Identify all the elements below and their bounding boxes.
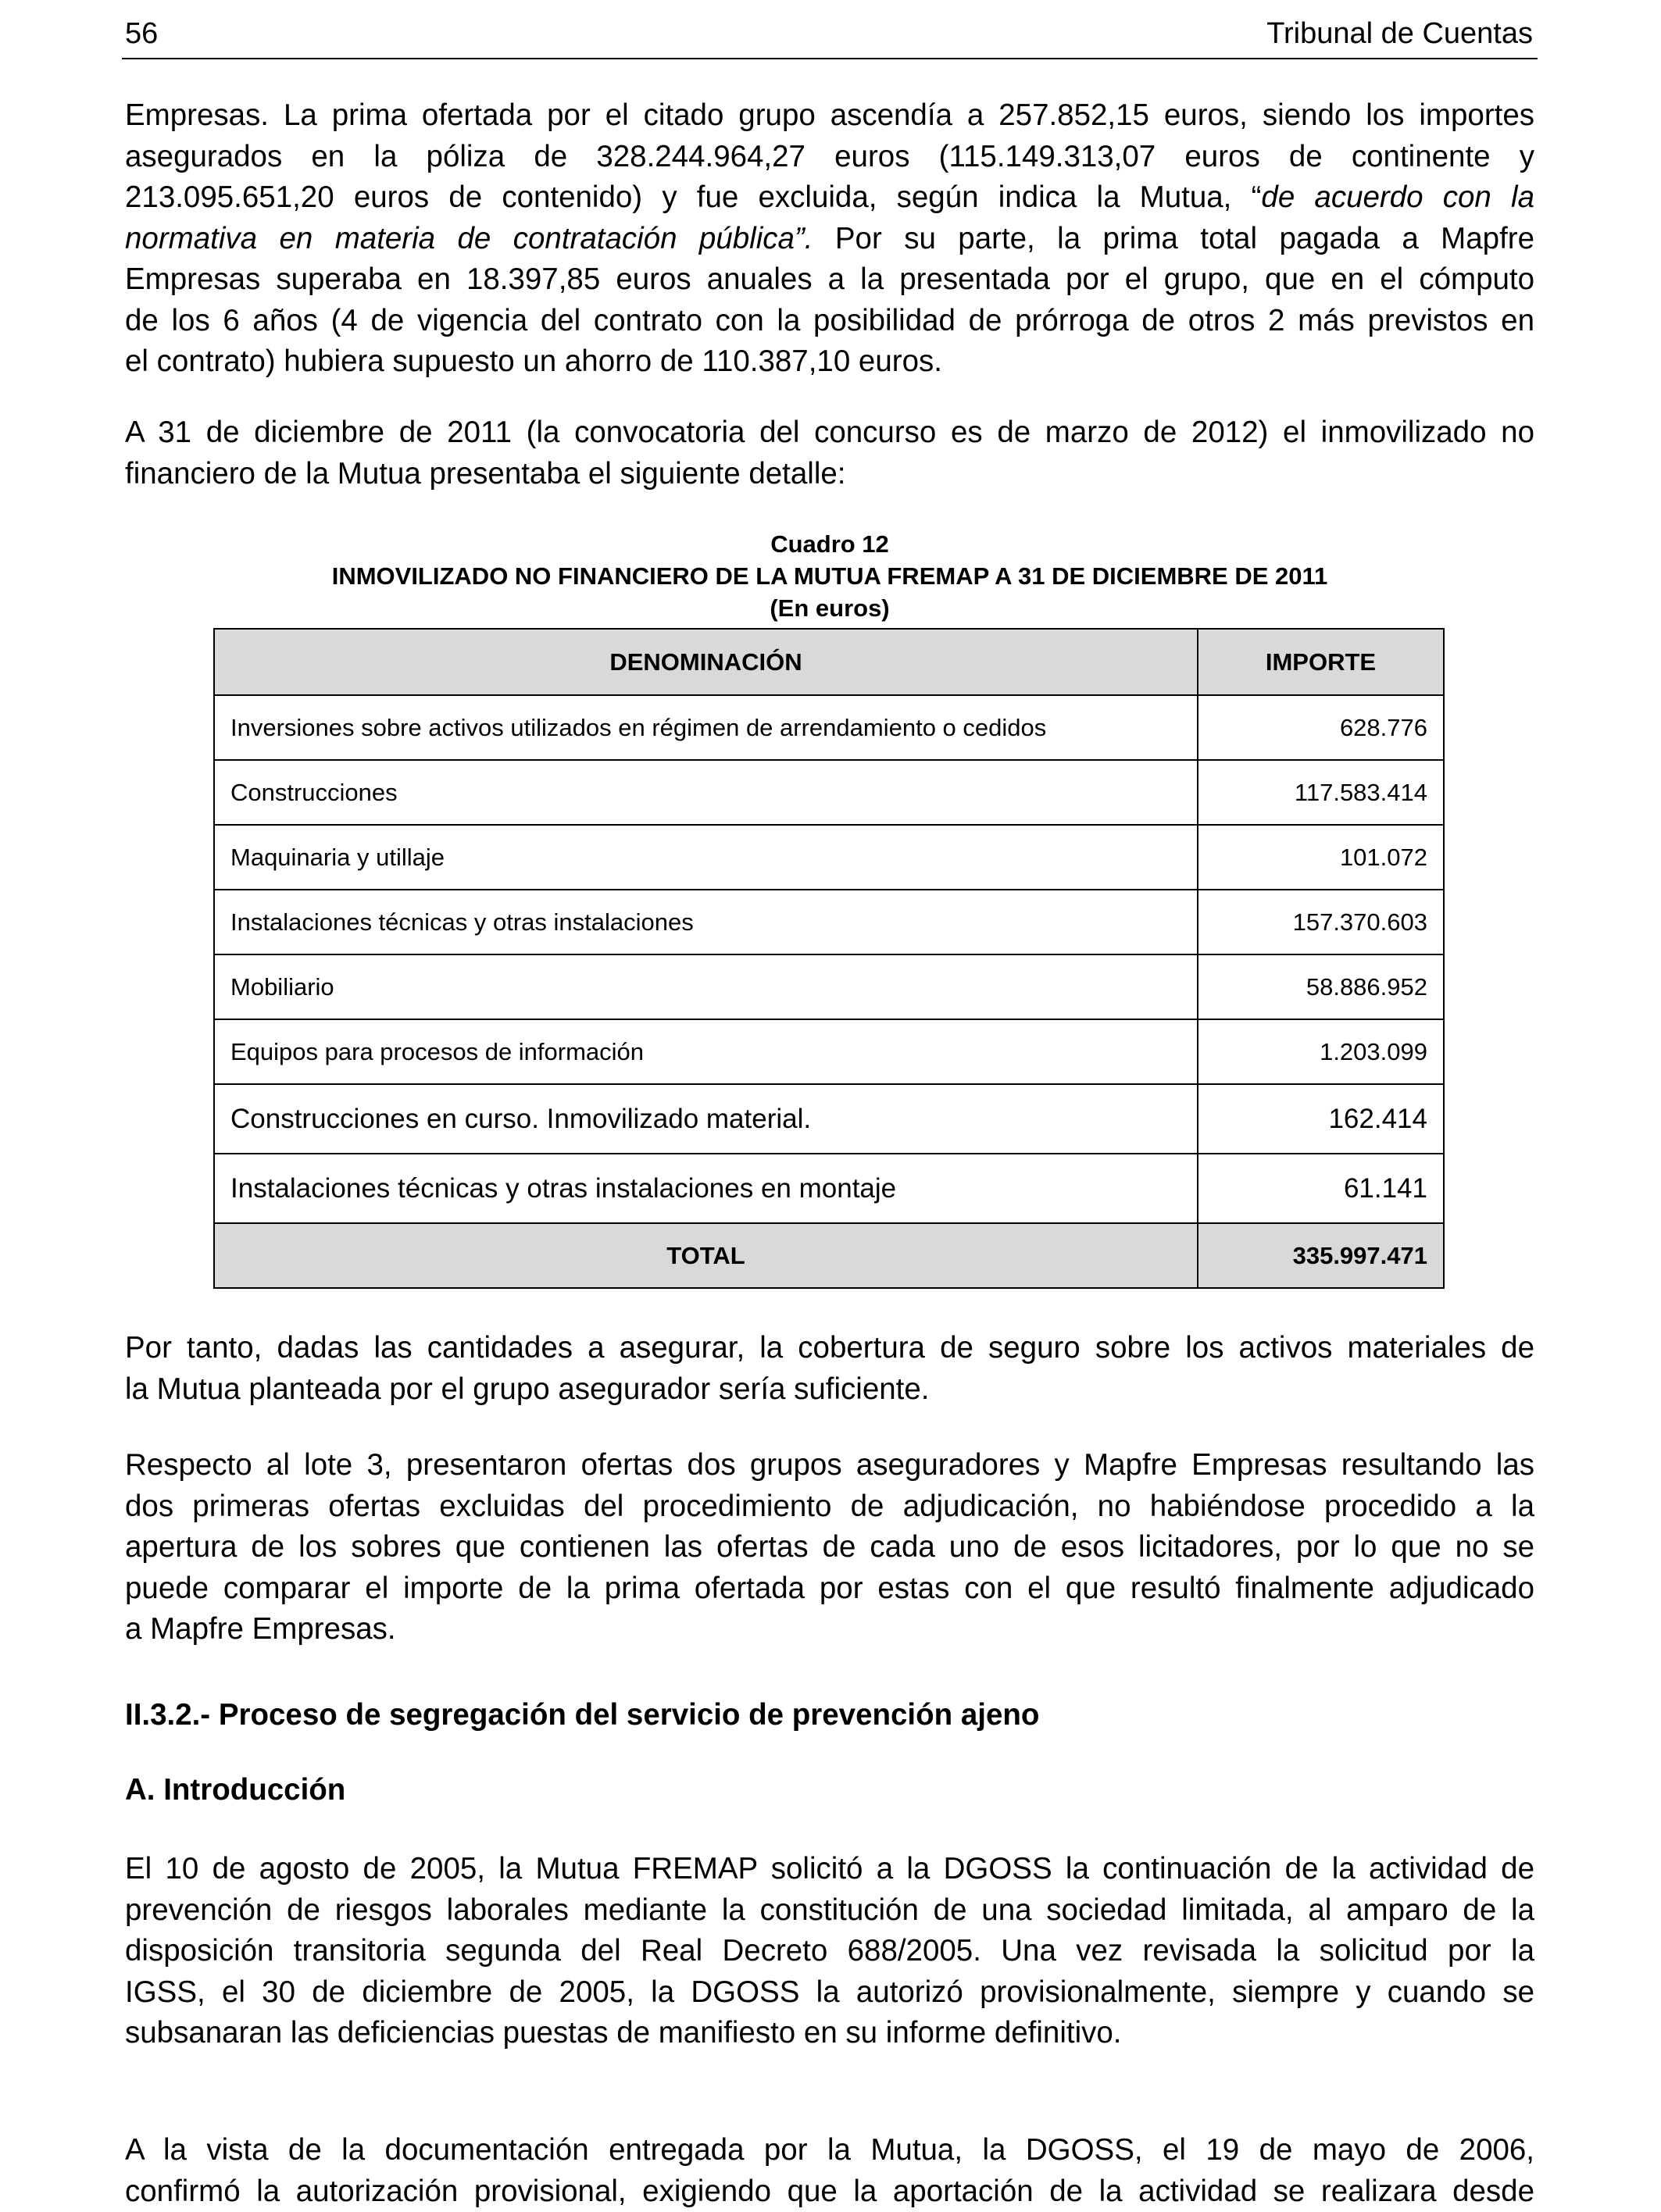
row-label: Inversiones sobre activos utilizados en régimen de arrendamiento o cedidos — [214, 695, 1198, 760]
row-label: Construcciones — [214, 760, 1198, 825]
row-label: Instalaciones técnicas y otras instalaciones en montaje — [214, 1154, 1198, 1223]
table-row — [214, 954, 1444, 1019]
text-line: A la vista de la documentación entregada por la Mutua, la DGOSS, el 19 de mayo de 2006, — [125, 2130, 1534, 2171]
text-line: el contrato) hubiera supuesto un ahorro de 110.387,10 euros. — [125, 341, 1534, 383]
text-line: disposición transitoria segunda del Real Decreto 688/2005. Una vez revisada la solicitud por la — [125, 1931, 1534, 1972]
text-line: confirmó la autorización provisional, exigiendo que la aportación de la actividad se realizara desde — [125, 2171, 1534, 2212]
table-total-row — [214, 1223, 1444, 1288]
text-line: A 31 de diciembre de 2011 (la convocatoria del concurso es de marzo de 2012) el inmovilizado no — [125, 412, 1534, 454]
table-row — [214, 760, 1444, 825]
section-heading: II.3.2.- Proceso de segregación del servicio de prevención ajeno — [125, 1698, 1039, 1732]
column-header-denominacion: DENOMINACIÓN — [214, 629, 1198, 695]
subsection-heading: A. Introducción — [125, 1773, 345, 1807]
text-run: Por su parte, la prima total pagada a Mapfre — [813, 222, 1534, 255]
text-line: de los 6 años (4 de vigencia del contrato con la posibilidad de prórroga de otros 2 más previstos en — [125, 301, 1534, 342]
text-line: subsanaran las deficiencias puestas de manifiesto en su informe definitivo. — [125, 2013, 1534, 2054]
row-amount: 157.370.603 — [1198, 890, 1444, 954]
row-label: Equipos para procesos de información — [214, 1019, 1198, 1084]
row-amount: 117.583.414 — [1198, 760, 1444, 825]
table-row — [214, 1019, 1444, 1084]
total-label: TOTAL — [214, 1223, 1198, 1288]
table-header-row — [214, 629, 1444, 695]
text-line: IGSS, el 30 de diciembre de 2005, la DGOSS la autorizó provisionalmente, siempre y cuando se — [125, 1972, 1534, 2014]
text-line: Respecto al lote 3, presentaron ofertas dos grupos aseguradores y Mapfre Empresas resultando las — [125, 1445, 1534, 1486]
table-number: Cuadro 12 — [122, 528, 1538, 561]
text-line — [125, 219, 1534, 260]
table-row — [214, 1154, 1444, 1223]
text-line: puede comparar el importe de la prima ofertada por estas con el que resultó finalmente adjudicado — [125, 1568, 1534, 1610]
text-line: financiero de la Mutua presentaba el siguiente detalle: — [125, 454, 1534, 495]
table-row — [214, 695, 1444, 760]
paragraph-cobertura — [125, 1328, 1534, 1410]
inmovilizado-table — [213, 628, 1445, 1289]
row-label: Construcciones en curso. Inmovilizado material. — [214, 1084, 1198, 1154]
row-label: Instalaciones técnicas y otras instalaciones — [214, 890, 1198, 954]
text-line: Empresas superaba en 18.397,85 euros anuales a la presentada por el grupo, que en el cómputo — [125, 259, 1534, 301]
row-label: Maquinaria y utillaje — [214, 825, 1198, 890]
text-line: asegurados en la póliza de 328.244.964,27 euros (115.149.313,07 euros de continente y — [125, 137, 1534, 178]
quoted-text: de acuerdo con la — [1261, 180, 1534, 214]
text-line: Empresas. La prima ofertada por el citado grupo ascendía a 257.852,15 euros, siendo los importes — [125, 95, 1534, 137]
row-amount: 61.141 — [1198, 1154, 1444, 1223]
table-row — [214, 890, 1444, 954]
row-amount: 628.776 — [1198, 695, 1444, 760]
column-header-importe: IMPORTE — [1198, 629, 1444, 695]
row-amount: 162.414 — [1198, 1084, 1444, 1154]
text-run: 213.095.651,20 euros de contenido) y fue excluida, según indica la Mutua, “ — [125, 180, 1261, 214]
paragraph-lote-prima — [125, 95, 1534, 383]
row-amount: 58.886.952 — [1198, 954, 1444, 1019]
text-line: a Mapfre Empresas. — [125, 1609, 1534, 1650]
row-amount: 1.203.099 — [1198, 1019, 1444, 1084]
text-line: Por tanto, dadas las cantidades a asegurar, la cobertura de seguro sobre los activos materiales de — [125, 1328, 1534, 1369]
page-header — [122, 14, 1538, 59]
table-title: INMOVILIZADO NO FINANCIERO DE LA MUTUA FREMAP A 31 DE DICIEMBRE DE 2011 — [122, 560, 1538, 593]
paragraph-dgoss-confirmacion — [125, 2130, 1534, 2212]
paragraph-inmovilizado-intro — [125, 412, 1534, 494]
text-line: El 10 de agosto de 2005, la Mutua FREMAP solicitó a la DGOSS la continuación de la actividad de — [125, 1849, 1534, 1890]
paragraph-lote-3 — [125, 1445, 1534, 1650]
text-line: dos primeras ofertas excluidas del procedimiento de adjudicación, no habiéndose procedido a la — [125, 1486, 1534, 1528]
text-line — [125, 177, 1534, 219]
table-row — [214, 1084, 1444, 1154]
quoted-text: normativa en materia de contratación pública”. — [125, 222, 813, 255]
text-line: la Mutua planteada por el grupo asegurador sería suficiente. — [125, 1369, 1534, 1411]
total-amount: 335.997.471 — [1198, 1223, 1444, 1288]
row-amount: 101.072 — [1198, 825, 1444, 890]
table-row — [214, 825, 1444, 890]
text-line: prevención de riesgos laborales mediante la constitución de una sociedad limitada, al amparo de la — [125, 1890, 1534, 1932]
text-line: apertura de los sobres que contienen las ofertas de cada uno de esos licitadores, por lo que no se — [125, 1527, 1534, 1568]
table-unit: (En euros) — [122, 592, 1538, 625]
paragraph-introduccion — [125, 1849, 1534, 2054]
row-label: Mobiliario — [214, 954, 1198, 1019]
running-title: Tribunal de Cuentas — [1266, 17, 1533, 51]
page-number: 56 — [125, 17, 158, 51]
